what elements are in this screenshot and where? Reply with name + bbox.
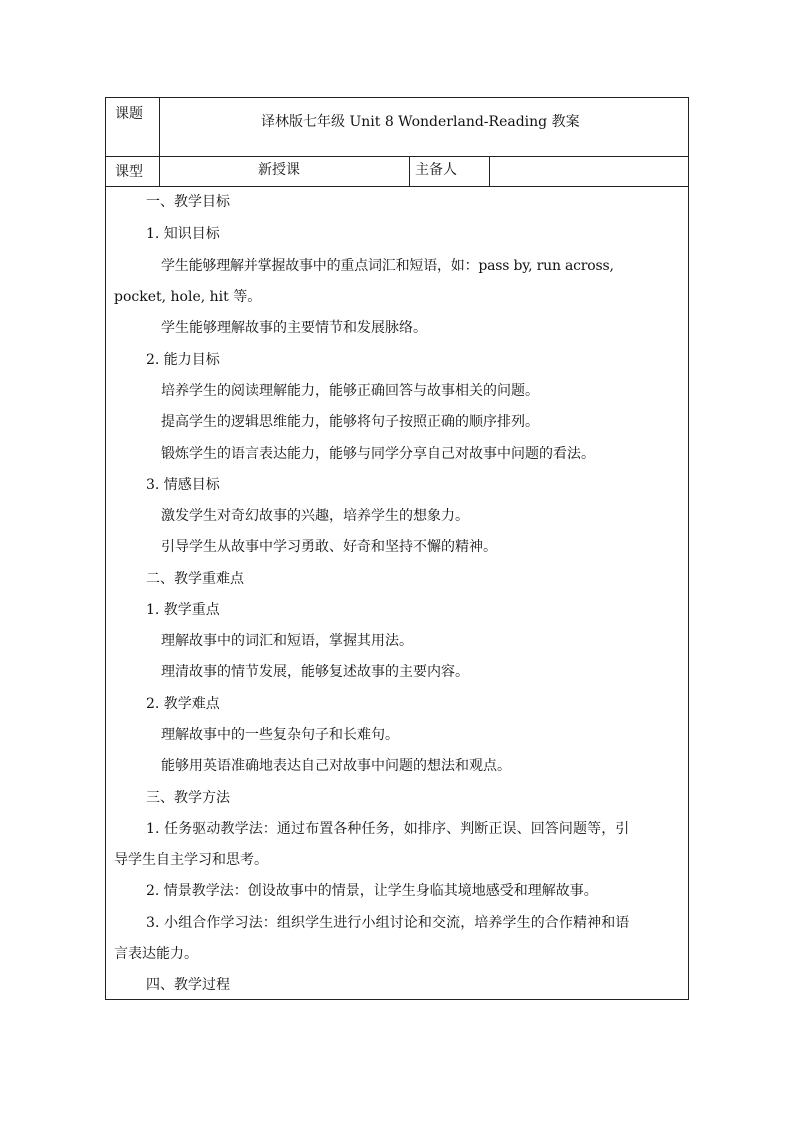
paragraph-line: 理清故事的情节发展，能够复述故事的主要内容。 [161,664,469,680]
title-divider [159,98,160,156]
lesson-plan-table [105,97,689,1000]
section-heading: 二、教学重难点 [146,571,244,587]
type-label: 课型 [115,164,143,180]
paragraph-line: 引导学生从故事中学习勇敢、好奇和坚持不懈的精神。 [161,539,497,555]
paragraph-line: 学生能够理解并掌握故事中的重点词汇和短语，如：pass by, run across, [161,258,614,274]
title-value: 译林版七年级 Unit 8 Wonderland-Reading 教案 [261,114,580,130]
paragraph-line: 能够用英语准确地表达自己对故事中问题的想法和观点。 [161,758,511,774]
section-heading: 四、教学过程 [146,977,230,993]
type-divider [159,157,160,186]
paragraph-line: 学生能够理解故事的主要情节和发展脉络。 [161,320,427,336]
type-row [106,157,688,187]
sub-heading: 3. 情感目标 [146,477,220,493]
preparer-divider [409,157,410,186]
paragraph-line: 锻炼学生的语言表达能力，能够与同学分享自己对故事中问题的看法。 [161,446,595,462]
sub-heading: 2. 教学难点 [146,696,220,712]
sub-heading: 1. 教学重点 [146,602,220,618]
paragraph-line: 理解故事中的词汇和短语，掌握其用法。 [161,633,413,649]
paragraph-line: 2. 情景教学法：创设故事中的情景，让学生身临其境地感受和理解故事。 [146,883,598,899]
title-label: 课题 [115,106,143,122]
section-heading: 三、教学方法 [146,790,230,806]
paragraph-line: pocket, hole, hit 等。 [114,289,262,305]
paragraph-line: 1. 任务驱动教学法：通过布置各种任务，如排序、判断正误、回答问题等，引 [146,821,630,837]
sub-heading: 2. 能力目标 [146,352,220,368]
type-value: 新授课 [258,162,300,178]
section-heading: 一、教学目标 [146,194,230,210]
title-row [106,98,688,157]
paragraph-line: 激发学生对奇幻故事的兴趣，培养学生的想象力。 [161,508,469,524]
sub-heading: 1. 知识目标 [146,226,220,242]
paragraph-line: 培养学生的阅读理解能力，能够正确回答与故事相关的问题。 [161,383,539,399]
preparer-value-divider [489,157,490,186]
paragraph-line: 导学生自主学习和思考。 [114,852,268,868]
paragraph-line: 理解故事中的一些复杂句子和长难句。 [161,727,399,743]
paragraph-line: 3. 小组合作学习法：组织学生进行小组讨论和交流，培养学生的合作精神和语 [146,915,630,931]
paragraph-line: 提高学生的逻辑思维能力，能够将句子按照正确的顺序排列。 [161,414,539,430]
paragraph-line: 言表达能力。 [114,946,198,962]
preparer-label: 主备人 [415,162,457,178]
